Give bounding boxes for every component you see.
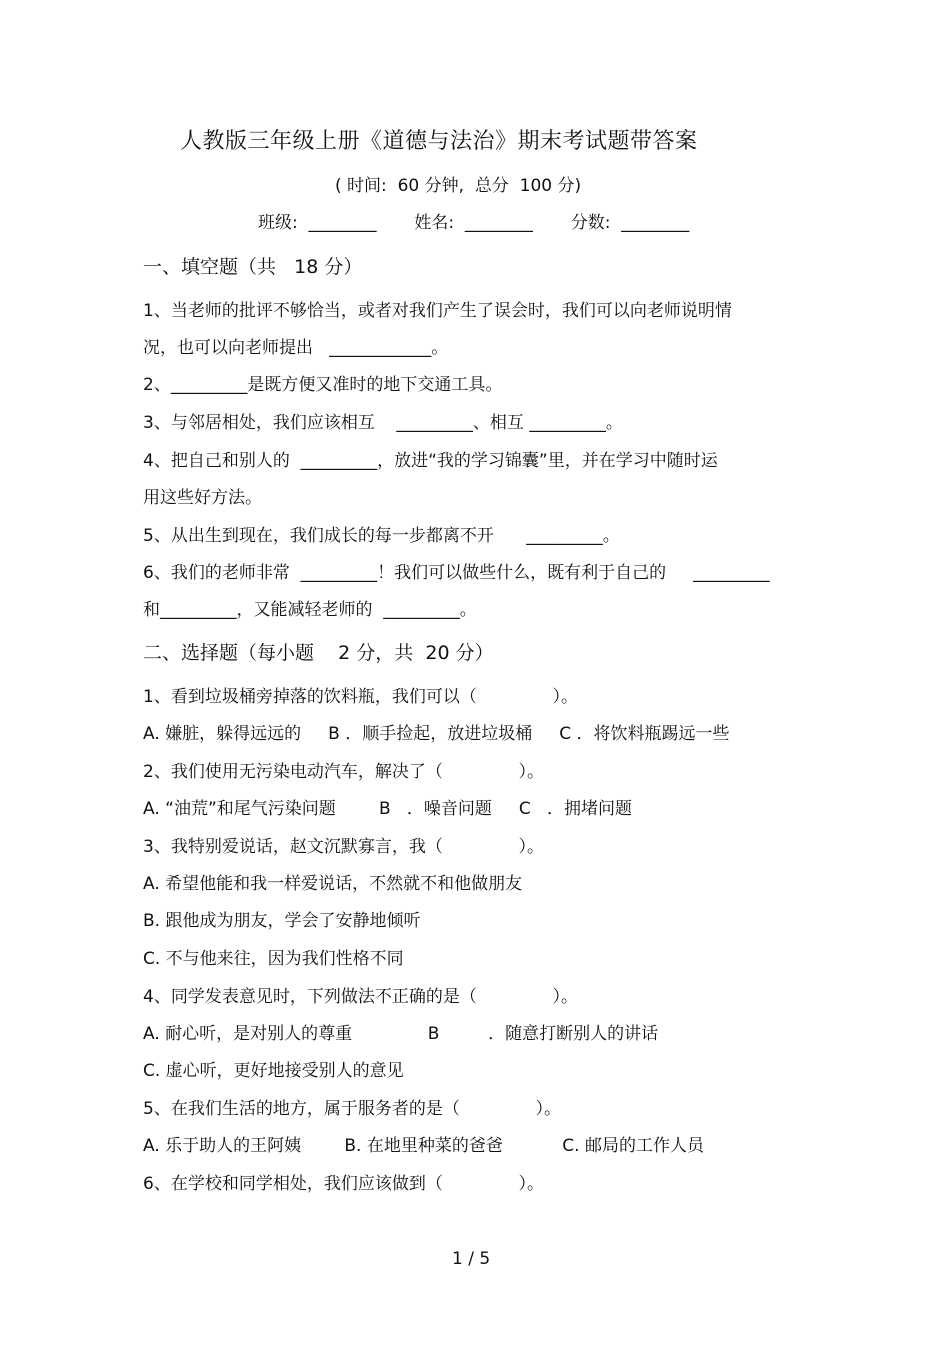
question-line: 2、_________是既方便又准时的地下交通工具。 (143, 375, 503, 395)
option-line: A. “油荒”和尾气污染问题 B ．噪音问题 C ．拥堵问题 (143, 799, 632, 819)
question-line: 1、看到垃圾桶旁掉落的饮料瓶，我们可以（ ）。 (143, 687, 578, 707)
option-line: C. 不与他来往，因为我们性格不同 (143, 949, 404, 969)
question-line: 5、在我们生活的地方，属于服务者的是（ ）。 (143, 1099, 561, 1119)
option-line: C. 虚心听，更好地接受别人的意见 (143, 1061, 404, 1081)
question-line: 3、我特别爱说话，赵文沉默寡言，我（ ）。 (143, 837, 544, 857)
question-line: 用这些好方法。 (143, 488, 262, 508)
page-title: 人教版三年级上册《道德与法治》期末考试题带答案 (180, 129, 698, 154)
question-line: 5、从出生到现在，我们成长的每一步都离不开 _________。 (143, 526, 620, 546)
page-number: 1 / 5 (452, 1249, 491, 1269)
question-line: 4、把自己和别人的 _________，放进“我的学习锦囊”里，并在学习中随时运 (143, 451, 718, 471)
time-line: ( 时间: 60 分钟, 总分 100 分) (335, 176, 582, 196)
option-line: A. 希望他能和我一样爱说话，不然就不和他做朋友 (143, 874, 523, 894)
question-line: 4、同学发表意见时，下列做法不正确的是（ ）。 (143, 987, 578, 1007)
info-line: 班级: ________ 姓名: ________ 分数: ________ (258, 213, 690, 233)
question-line: 和_________，又能减轻老师的 _________。 (143, 600, 477, 620)
question-line: 6、我们的老师非常 _________！我们可以做些什么，既有利于自己的 _________ (143, 563, 770, 583)
question-line: 况，也可以向老师提出 ____________。 (143, 338, 449, 358)
question-line: 6、在学校和同学相处，我们应该做到（ ）。 (143, 1174, 544, 1194)
question-line: 1、当老师的批评不够恰当，或者对我们产生了误会时，我们可以向老师说明情 (143, 301, 732, 321)
question-line: 2、我们使用无污染电动汽车，解决了（ ）。 (143, 762, 544, 782)
section-heading-choice: 二、选择题（每小题 2 分，共 20 分） (143, 642, 494, 664)
question-line: 3、与邻居相处，我们应该相互 _________、相互 _________。 (143, 413, 623, 433)
option-line: A. 乐于助人的王阿姨 B. 在地里种菜的爸爸 C. 邮局的工作人员 (143, 1136, 704, 1156)
option-line: A. 耐心听，是对别人的尊重 B ．随意打断别人的讲话 (143, 1024, 659, 1044)
option-line: B. 跟他成为朋友，学会了安静地倾听 (143, 911, 421, 931)
option-line: A. 嫌脏，躲得远远的 B ．顺手捡起，放进垃圾桶 C ．将饮料瓶踢远一些 (143, 724, 730, 744)
section-heading-fill-blank: 一、填空题（共 18 分） (143, 256, 363, 278)
